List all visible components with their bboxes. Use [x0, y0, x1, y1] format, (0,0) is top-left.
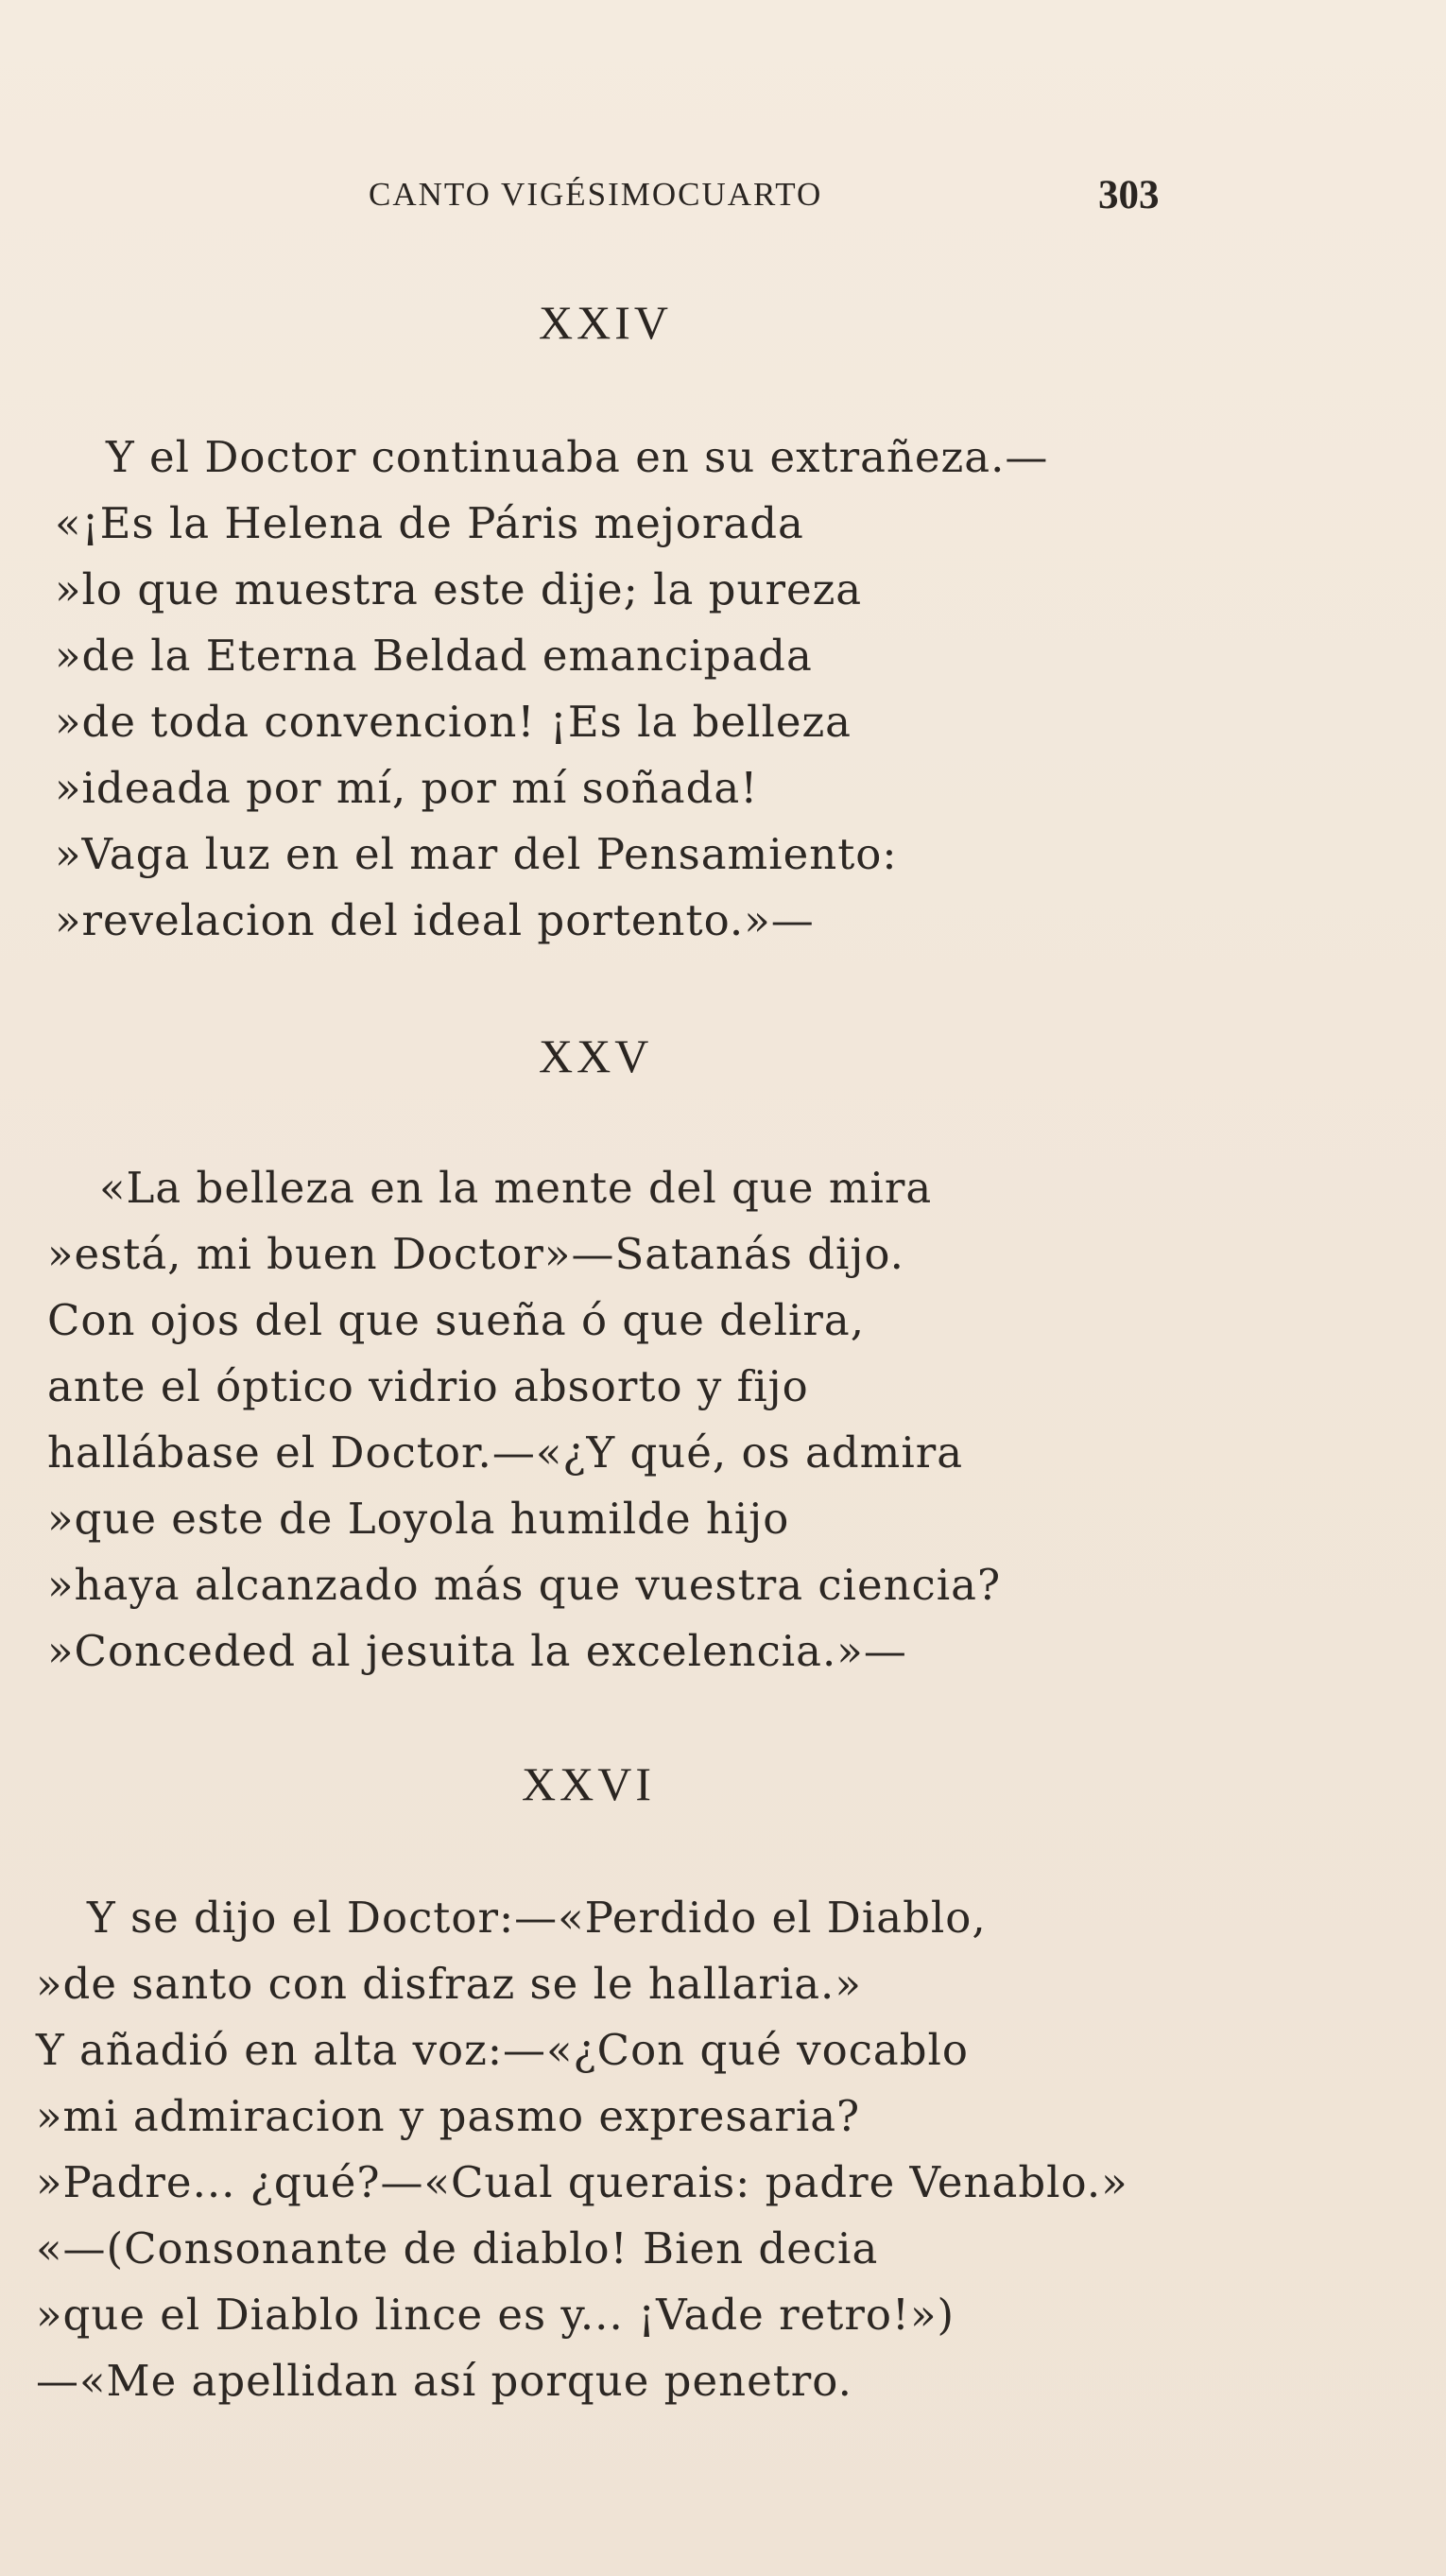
verse-line: »que este de Loyola humilde hijo	[47, 1494, 790, 1544]
stanza-number-xxv: XXV	[539, 1029, 653, 1082]
verse-line: —«Me apellidan así porque penetro.	[36, 2356, 852, 2406]
verse-line: »ideada por mí, por mí soñada!	[55, 763, 759, 813]
verse-line: »Conceded al jesuita la excelencia.»—	[47, 1626, 907, 1676]
verse-line: Y se dijo el Doctor:—«Perdido el Diablo,	[87, 1893, 987, 1943]
running-title: CANTO VIGÉSIMOCUARTO	[369, 176, 823, 213]
verse-line: «—(Consonante de diablo! Bien decia	[36, 2223, 879, 2273]
verse-line: »Padre... ¿qué?—«Cual querais: padre Venablo.»	[36, 2157, 1128, 2207]
verse-line: Y el Doctor continuaba en su extrañeza.—	[106, 432, 1049, 482]
verse-line: «La belleza en la mente del que mira	[99, 1163, 933, 1213]
verse-line: »está, mi buen Doctor»—Satanás dijo.	[47, 1229, 904, 1279]
verse-line: «¡Es la Helena de Páris mejorada	[55, 498, 804, 548]
verse-line: »lo que muestra este dije; la pureza	[55, 564, 863, 614]
stanza-number-xxiv: XXIV	[539, 296, 672, 349]
verse-line: »de la Eterna Beldad emancipada	[55, 631, 813, 681]
verse-line: »de santo con disfraz se le hallaria.»	[36, 1959, 862, 2009]
stanza-number-xxvi: XXVI	[522, 1757, 655, 1810]
verse-line: »revelacion del ideal portento.»—	[55, 895, 815, 945]
verse-line: »de toda convencion! ¡Es la belleza	[55, 697, 852, 747]
verse-line: hallábase el Doctor.—«¿Y qué, os admira	[47, 1427, 964, 1478]
verse-line: Y añadió en alta voz:—«¿Con qué vocablo	[36, 2025, 970, 2075]
verse-line: ante el óptico vidrio absorto y fijo	[47, 1361, 809, 1411]
verse-line: Con ojos del que sueña ó que delira,	[47, 1295, 866, 1345]
verse-line: »que el Diablo lince es y... ¡Vade retro!»)	[36, 2290, 955, 2340]
verse-line: »Vaga luz en el mar del Pensamiento:	[55, 829, 898, 879]
verse-line: »mi admiracion y pasmo expresaria?	[36, 2091, 861, 2141]
verse-line: »haya alcanzado más que vuestra ciencia?	[47, 1560, 1002, 1610]
page-number: 303	[1098, 173, 1160, 217]
